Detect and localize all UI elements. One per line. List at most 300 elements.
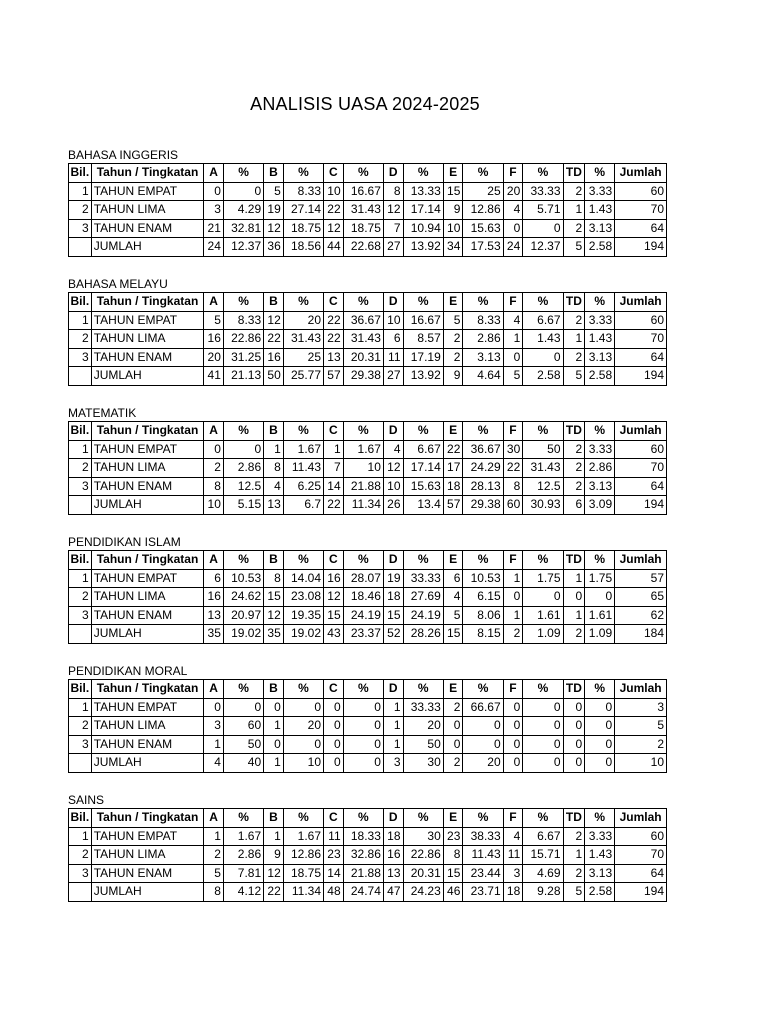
header-pct-d: % (403, 293, 443, 312)
cell-jumlah: 60 (615, 311, 667, 330)
cell-pct-f: 30.93 (523, 496, 563, 515)
cell-grade-a: 0 (204, 698, 224, 717)
cell-jumlah: 194 (615, 238, 667, 257)
cell-td: 2 (563, 827, 585, 846)
cell-jumlah: 184 (615, 625, 667, 644)
cell-pct-c: 0 (343, 717, 383, 736)
header-tahun-tingkatan: Tahun / Tingkatan (91, 164, 204, 183)
header-jumlah: Jumlah (615, 809, 667, 828)
cell-grade-e: 5 (443, 606, 463, 625)
cell-pct-c: 31.43 (343, 201, 383, 220)
cell-td: 5 (563, 238, 585, 257)
cell-pct-a: 8.33 (223, 311, 263, 330)
cell-jumlah: 10 (615, 754, 667, 773)
cell-td: 2 (563, 311, 585, 330)
cell-tahun-tingkatan: TAHUN LIMA (91, 846, 204, 865)
cell-pct-e: 12.86 (463, 201, 503, 220)
cell-pct-d: 16.67 (403, 311, 443, 330)
cell-pct-d: 13.33 (403, 182, 443, 201)
header-bil: Bil. (69, 809, 92, 828)
header-tahun-tingkatan: Tahun / Tingkatan (91, 680, 204, 699)
cell-pct-e: 8.06 (463, 606, 503, 625)
cell-pct-c: 24.19 (343, 606, 383, 625)
cell-tahun-tingkatan: TAHUN ENAM (91, 477, 204, 496)
cell-jumlah: 57 (615, 569, 667, 588)
header-grade-f: F (503, 809, 523, 828)
cell-grade-e: 8 (443, 846, 463, 865)
header-pct-c: % (343, 293, 383, 312)
cell-pct-td: 3.13 (585, 864, 615, 883)
header-grade-c: C (324, 164, 344, 183)
cell-pct-td: 1.61 (585, 606, 615, 625)
cell-tahun-tingkatan: TAHUN ENAM (91, 219, 204, 238)
cell-pct-b: 11.34 (283, 883, 323, 902)
table-row (69, 182, 667, 201)
subject-section-bahasa-inggeris (68, 148, 668, 257)
cell-pct-td: 2.86 (585, 459, 615, 478)
header-grade-b: B (264, 809, 284, 828)
cell-grade-a: 35 (204, 625, 224, 644)
cell-grade-b: 19 (264, 201, 284, 220)
cell-pct-td: 1.09 (585, 625, 615, 644)
cell-grade-b: 35 (264, 625, 284, 644)
cell-pct-e: 2.86 (463, 330, 503, 349)
cell-pct-e: 8.33 (463, 311, 503, 330)
cell-pct-e: 6.15 (463, 588, 503, 607)
cell-grade-c: 44 (324, 238, 344, 257)
cell-pct-d: 17.19 (403, 348, 443, 367)
cell-pct-f: 12.5 (523, 477, 563, 496)
cell-pct-a: 31.25 (223, 348, 263, 367)
cell-bil: 2 (69, 588, 92, 607)
cell-td: 0 (563, 754, 585, 773)
cell-grade-d: 16 (383, 846, 403, 865)
header-grade-d: D (383, 680, 403, 699)
cell-grade-f: 0 (503, 735, 523, 754)
header-pct-d: % (403, 680, 443, 699)
header-tahun-tingkatan: Tahun / Tingkatan (91, 422, 204, 441)
cell-grade-b: 12 (264, 606, 284, 625)
header-pct-c: % (343, 809, 383, 828)
cell-pct-b: 8.33 (283, 182, 323, 201)
cell-jumlah: 3 (615, 698, 667, 717)
cell-grade-b: 8 (264, 569, 284, 588)
cell-pct-e: 36.67 (463, 440, 503, 459)
header-grade-a: A (204, 293, 224, 312)
cell-pct-c: 18.46 (343, 588, 383, 607)
cell-pct-a: 2.86 (223, 459, 263, 478)
cell-grade-c: 0 (324, 717, 344, 736)
cell-pct-c: 22.68 (343, 238, 383, 257)
cell-bil: 3 (69, 735, 92, 754)
header-pct-c: % (343, 680, 383, 699)
cell-pct-d: 50 (403, 735, 443, 754)
cell-grade-a: 8 (204, 477, 224, 496)
cell-pct-e: 28.13 (463, 477, 503, 496)
header-grade-d: D (383, 551, 403, 570)
cell-pct-f: 4.69 (523, 864, 563, 883)
cell-pct-c: 0 (343, 698, 383, 717)
subject-section-pendidikan-moral (68, 664, 668, 773)
cell-pct-b: 6.7 (283, 496, 323, 515)
cell-pct-e: 10.53 (463, 569, 503, 588)
header-jumlah: Jumlah (615, 551, 667, 570)
header-pct-c: % (343, 164, 383, 183)
cell-pct-d: 13.92 (403, 367, 443, 386)
header-pct-a: % (223, 164, 263, 183)
cell-grade-c: 23 (324, 846, 344, 865)
cell-grade-d: 18 (383, 827, 403, 846)
cell-pct-f: 0 (523, 698, 563, 717)
cell-pct-c: 11.34 (343, 496, 383, 515)
cell-grade-f: 0 (503, 588, 523, 607)
header-grade-e: E (443, 293, 463, 312)
cell-td: 0 (563, 735, 585, 754)
cell-pct-e: 23.44 (463, 864, 503, 883)
cell-pct-c: 1.67 (343, 440, 383, 459)
cell-grade-e: 2 (443, 754, 463, 773)
cell-pct-d: 20 (403, 717, 443, 736)
header-grade-d: D (383, 164, 403, 183)
cell-jumlah: 65 (615, 588, 667, 607)
cell-tahun-tingkatan: TAHUN EMPAT (91, 569, 204, 588)
cell-pct-e: 24.29 (463, 459, 503, 478)
cell-pct-d: 27.69 (403, 588, 443, 607)
cell-pct-a: 32.81 (223, 219, 263, 238)
header-pct-f: % (523, 551, 563, 570)
cell-grade-a: 8 (204, 883, 224, 902)
cell-grade-e: 4 (443, 588, 463, 607)
cell-grade-e: 15 (443, 182, 463, 201)
header-grade-b: B (264, 164, 284, 183)
cell-pct-d: 33.33 (403, 698, 443, 717)
results-table (68, 808, 667, 902)
cell-bil: 3 (69, 477, 92, 496)
cell-pct-e: 8.15 (463, 625, 503, 644)
cell-pct-a: 0 (223, 440, 263, 459)
cell-td: 0 (563, 698, 585, 717)
header-td: TD (563, 551, 585, 570)
cell-tahun-tingkatan: JUMLAH (91, 883, 204, 902)
cell-bil: 2 (69, 201, 92, 220)
header-pct-b: % (283, 680, 323, 699)
header-grade-b: B (264, 680, 284, 699)
header-pct-e: % (463, 680, 503, 699)
cell-pct-td: 3.33 (585, 311, 615, 330)
cell-pct-d: 6.67 (403, 440, 443, 459)
cell-pct-f: 12.37 (523, 238, 563, 257)
cell-jumlah: 2 (615, 735, 667, 754)
cell-grade-a: 2 (204, 459, 224, 478)
cell-grade-d: 12 (383, 459, 403, 478)
table-row (69, 440, 667, 459)
cell-pct-f: 6.67 (523, 827, 563, 846)
header-jumlah: Jumlah (615, 164, 667, 183)
cell-pct-a: 12.5 (223, 477, 263, 496)
cell-bil (69, 883, 92, 902)
cell-bil: 1 (69, 311, 92, 330)
header-pct-td: % (585, 680, 615, 699)
cell-bil: 2 (69, 846, 92, 865)
cell-pct-c: 16.67 (343, 182, 383, 201)
table-row (69, 348, 667, 367)
table-header-row (69, 164, 667, 183)
header-grade-a: A (204, 680, 224, 699)
cell-pct-d: 28.26 (403, 625, 443, 644)
cell-pct-f: 33.33 (523, 182, 563, 201)
cell-grade-e: 15 (443, 864, 463, 883)
subject-title: SAINS (68, 793, 105, 807)
cell-grade-c: 13 (324, 348, 344, 367)
cell-grade-e: 17 (443, 459, 463, 478)
cell-pct-e: 3.13 (463, 348, 503, 367)
cell-pct-b: 23.08 (283, 588, 323, 607)
cell-bil: 3 (69, 864, 92, 883)
cell-grade-a: 5 (204, 864, 224, 883)
cell-grade-d: 18 (383, 588, 403, 607)
header-pct-f: % (523, 164, 563, 183)
header-pct-td: % (585, 293, 615, 312)
cell-grade-d: 27 (383, 238, 403, 257)
cell-grade-b: 1 (264, 440, 284, 459)
header-pct-f: % (523, 680, 563, 699)
cell-grade-f: 5 (503, 367, 523, 386)
cell-grade-c: 43 (324, 625, 344, 644)
cell-grade-f: 30 (503, 440, 523, 459)
cell-pct-td: 3.33 (585, 827, 615, 846)
cell-tahun-tingkatan: TAHUN ENAM (91, 735, 204, 754)
cell-pct-b: 12.86 (283, 846, 323, 865)
cell-pct-a: 0 (223, 698, 263, 717)
cell-bil: 2 (69, 717, 92, 736)
cell-pct-e: 15.63 (463, 219, 503, 238)
cell-grade-b: 9 (264, 846, 284, 865)
cell-jumlah: 64 (615, 477, 667, 496)
cell-pct-td: 0 (585, 717, 615, 736)
cell-bil (69, 238, 92, 257)
cell-pct-b: 20 (283, 311, 323, 330)
cell-grade-d: 26 (383, 496, 403, 515)
cell-grade-a: 16 (204, 588, 224, 607)
cell-pct-d: 30 (403, 827, 443, 846)
cell-pct-td: 3.13 (585, 348, 615, 367)
cell-grade-d: 10 (383, 311, 403, 330)
cell-jumlah: 62 (615, 606, 667, 625)
cell-pct-f: 0 (523, 588, 563, 607)
cell-pct-f: 0 (523, 348, 563, 367)
cell-pct-td: 1.43 (585, 330, 615, 349)
cell-grade-d: 47 (383, 883, 403, 902)
cell-grade-e: 15 (443, 625, 463, 644)
cell-tahun-tingkatan: TAHUN LIMA (91, 459, 204, 478)
cell-bil (69, 625, 92, 644)
cell-jumlah: 194 (615, 883, 667, 902)
cell-pct-f: 31.43 (523, 459, 563, 478)
header-tahun-tingkatan: Tahun / Tingkatan (91, 293, 204, 312)
cell-grade-d: 52 (383, 625, 403, 644)
cell-pct-d: 30 (403, 754, 443, 773)
cell-grade-b: 22 (264, 883, 284, 902)
cell-pct-b: 1.67 (283, 827, 323, 846)
cell-bil (69, 754, 92, 773)
header-pct-b: % (283, 809, 323, 828)
table-row (69, 330, 667, 349)
cell-td: 5 (563, 367, 585, 386)
cell-pct-a: 21.13 (223, 367, 263, 386)
header-pct-e: % (463, 293, 503, 312)
header-grade-a: A (204, 551, 224, 570)
cell-tahun-tingkatan: TAHUN EMPAT (91, 698, 204, 717)
cell-pct-b: 27.14 (283, 201, 323, 220)
cell-grade-a: 16 (204, 330, 224, 349)
cell-grade-c: 48 (324, 883, 344, 902)
cell-grade-f: 24 (503, 238, 523, 257)
header-grade-a: A (204, 422, 224, 441)
cell-tahun-tingkatan: TAHUN EMPAT (91, 440, 204, 459)
header-tahun-tingkatan: Tahun / Tingkatan (91, 551, 204, 570)
cell-grade-f: 4 (503, 311, 523, 330)
header-pct-td: % (585, 551, 615, 570)
cell-grade-c: 22 (324, 311, 344, 330)
cell-grade-f: 4 (503, 827, 523, 846)
cell-pct-d: 20.31 (403, 864, 443, 883)
cell-grade-e: 2 (443, 330, 463, 349)
cell-grade-b: 0 (264, 698, 284, 717)
header-tahun-tingkatan: Tahun / Tingkatan (91, 809, 204, 828)
cell-pct-f: 0 (523, 754, 563, 773)
cell-pct-e: 25 (463, 182, 503, 201)
cell-pct-b: 0 (283, 698, 323, 717)
cell-grade-a: 5 (204, 311, 224, 330)
cell-bil: 3 (69, 219, 92, 238)
cell-grade-b: 1 (264, 827, 284, 846)
table-header-row (69, 680, 667, 699)
cell-pct-b: 10 (283, 754, 323, 773)
cell-pct-d: 13.92 (403, 238, 443, 257)
cell-pct-c: 32.86 (343, 846, 383, 865)
header-grade-e: E (443, 551, 463, 570)
total-row (69, 367, 667, 386)
cell-pct-c: 20.31 (343, 348, 383, 367)
cell-grade-d: 11 (383, 348, 403, 367)
cell-grade-a: 4 (204, 754, 224, 773)
cell-grade-b: 5 (264, 182, 284, 201)
cell-grade-f: 22 (503, 459, 523, 478)
header-pct-b: % (283, 164, 323, 183)
cell-pct-f: 1.75 (523, 569, 563, 588)
cell-pct-a: 60 (223, 717, 263, 736)
cell-pct-a: 19.02 (223, 625, 263, 644)
cell-pct-f: 2.58 (523, 367, 563, 386)
table-row (69, 459, 667, 478)
cell-grade-f: 0 (503, 754, 523, 773)
cell-pct-c: 0 (343, 754, 383, 773)
subject-section-bahasa-melayu (68, 277, 668, 386)
cell-pct-b: 25.77 (283, 367, 323, 386)
cell-pct-c: 31.43 (343, 330, 383, 349)
cell-pct-e: 20 (463, 754, 503, 773)
cell-pct-c: 21.88 (343, 864, 383, 883)
cell-grade-e: 10 (443, 219, 463, 238)
cell-grade-f: 0 (503, 717, 523, 736)
cell-pct-b: 18.75 (283, 219, 323, 238)
cell-pct-b: 18.75 (283, 864, 323, 883)
cell-pct-f: 15.71 (523, 846, 563, 865)
header-grade-f: F (503, 293, 523, 312)
header-grade-c: C (324, 680, 344, 699)
cell-grade-e: 46 (443, 883, 463, 902)
cell-pct-b: 14.04 (283, 569, 323, 588)
cell-pct-e: 29.38 (463, 496, 503, 515)
cell-grade-b: 12 (264, 864, 284, 883)
cell-pct-a: 7.81 (223, 864, 263, 883)
header-jumlah: Jumlah (615, 422, 667, 441)
cell-td: 1 (563, 846, 585, 865)
header-grade-f: F (503, 164, 523, 183)
table-header-row (69, 551, 667, 570)
cell-jumlah: 5 (615, 717, 667, 736)
cell-grade-a: 0 (204, 182, 224, 201)
table-row (69, 201, 667, 220)
results-table (68, 292, 667, 386)
cell-grade-a: 3 (204, 717, 224, 736)
cell-pct-e: 4.64 (463, 367, 503, 386)
header-pct-e: % (463, 551, 503, 570)
cell-grade-a: 10 (204, 496, 224, 515)
table-row (69, 569, 667, 588)
cell-grade-e: 6 (443, 569, 463, 588)
cell-pct-a: 20.97 (223, 606, 263, 625)
cell-pct-f: 1.61 (523, 606, 563, 625)
cell-pct-d: 15.63 (403, 477, 443, 496)
document-title: ANALISIS UASA 2024-2025 (250, 94, 480, 114)
header-grade-b: B (264, 422, 284, 441)
cell-td: 2 (563, 348, 585, 367)
header-td: TD (563, 293, 585, 312)
cell-grade-e: 2 (443, 348, 463, 367)
cell-grade-d: 27 (383, 367, 403, 386)
cell-pct-a: 1.67 (223, 827, 263, 846)
cell-pct-c: 28.07 (343, 569, 383, 588)
cell-bil: 3 (69, 348, 92, 367)
table-row (69, 698, 667, 717)
cell-pct-c: 18.33 (343, 827, 383, 846)
cell-grade-d: 4 (383, 440, 403, 459)
cell-grade-f: 2 (503, 625, 523, 644)
cell-pct-a: 2.86 (223, 846, 263, 865)
cell-pct-td: 1.43 (585, 846, 615, 865)
table-row (69, 477, 667, 496)
cell-pct-c: 29.38 (343, 367, 383, 386)
cell-grade-a: 1 (204, 827, 224, 846)
total-row (69, 883, 667, 902)
header-pct-e: % (463, 809, 503, 828)
header-jumlah: Jumlah (615, 293, 667, 312)
cell-pct-c: 10 (343, 459, 383, 478)
header-pct-td: % (585, 422, 615, 441)
cell-jumlah: 70 (615, 330, 667, 349)
cell-td: 1 (563, 569, 585, 588)
cell-td: 2 (563, 477, 585, 496)
cell-pct-td: 3.33 (585, 440, 615, 459)
cell-tahun-tingkatan: JUMLAH (91, 238, 204, 257)
cell-grade-e: 9 (443, 201, 463, 220)
cell-td: 2 (563, 440, 585, 459)
cell-tahun-tingkatan: TAHUN EMPAT (91, 182, 204, 201)
cell-jumlah: 60 (615, 440, 667, 459)
cell-grade-d: 19 (383, 569, 403, 588)
cell-grade-f: 60 (503, 496, 523, 515)
